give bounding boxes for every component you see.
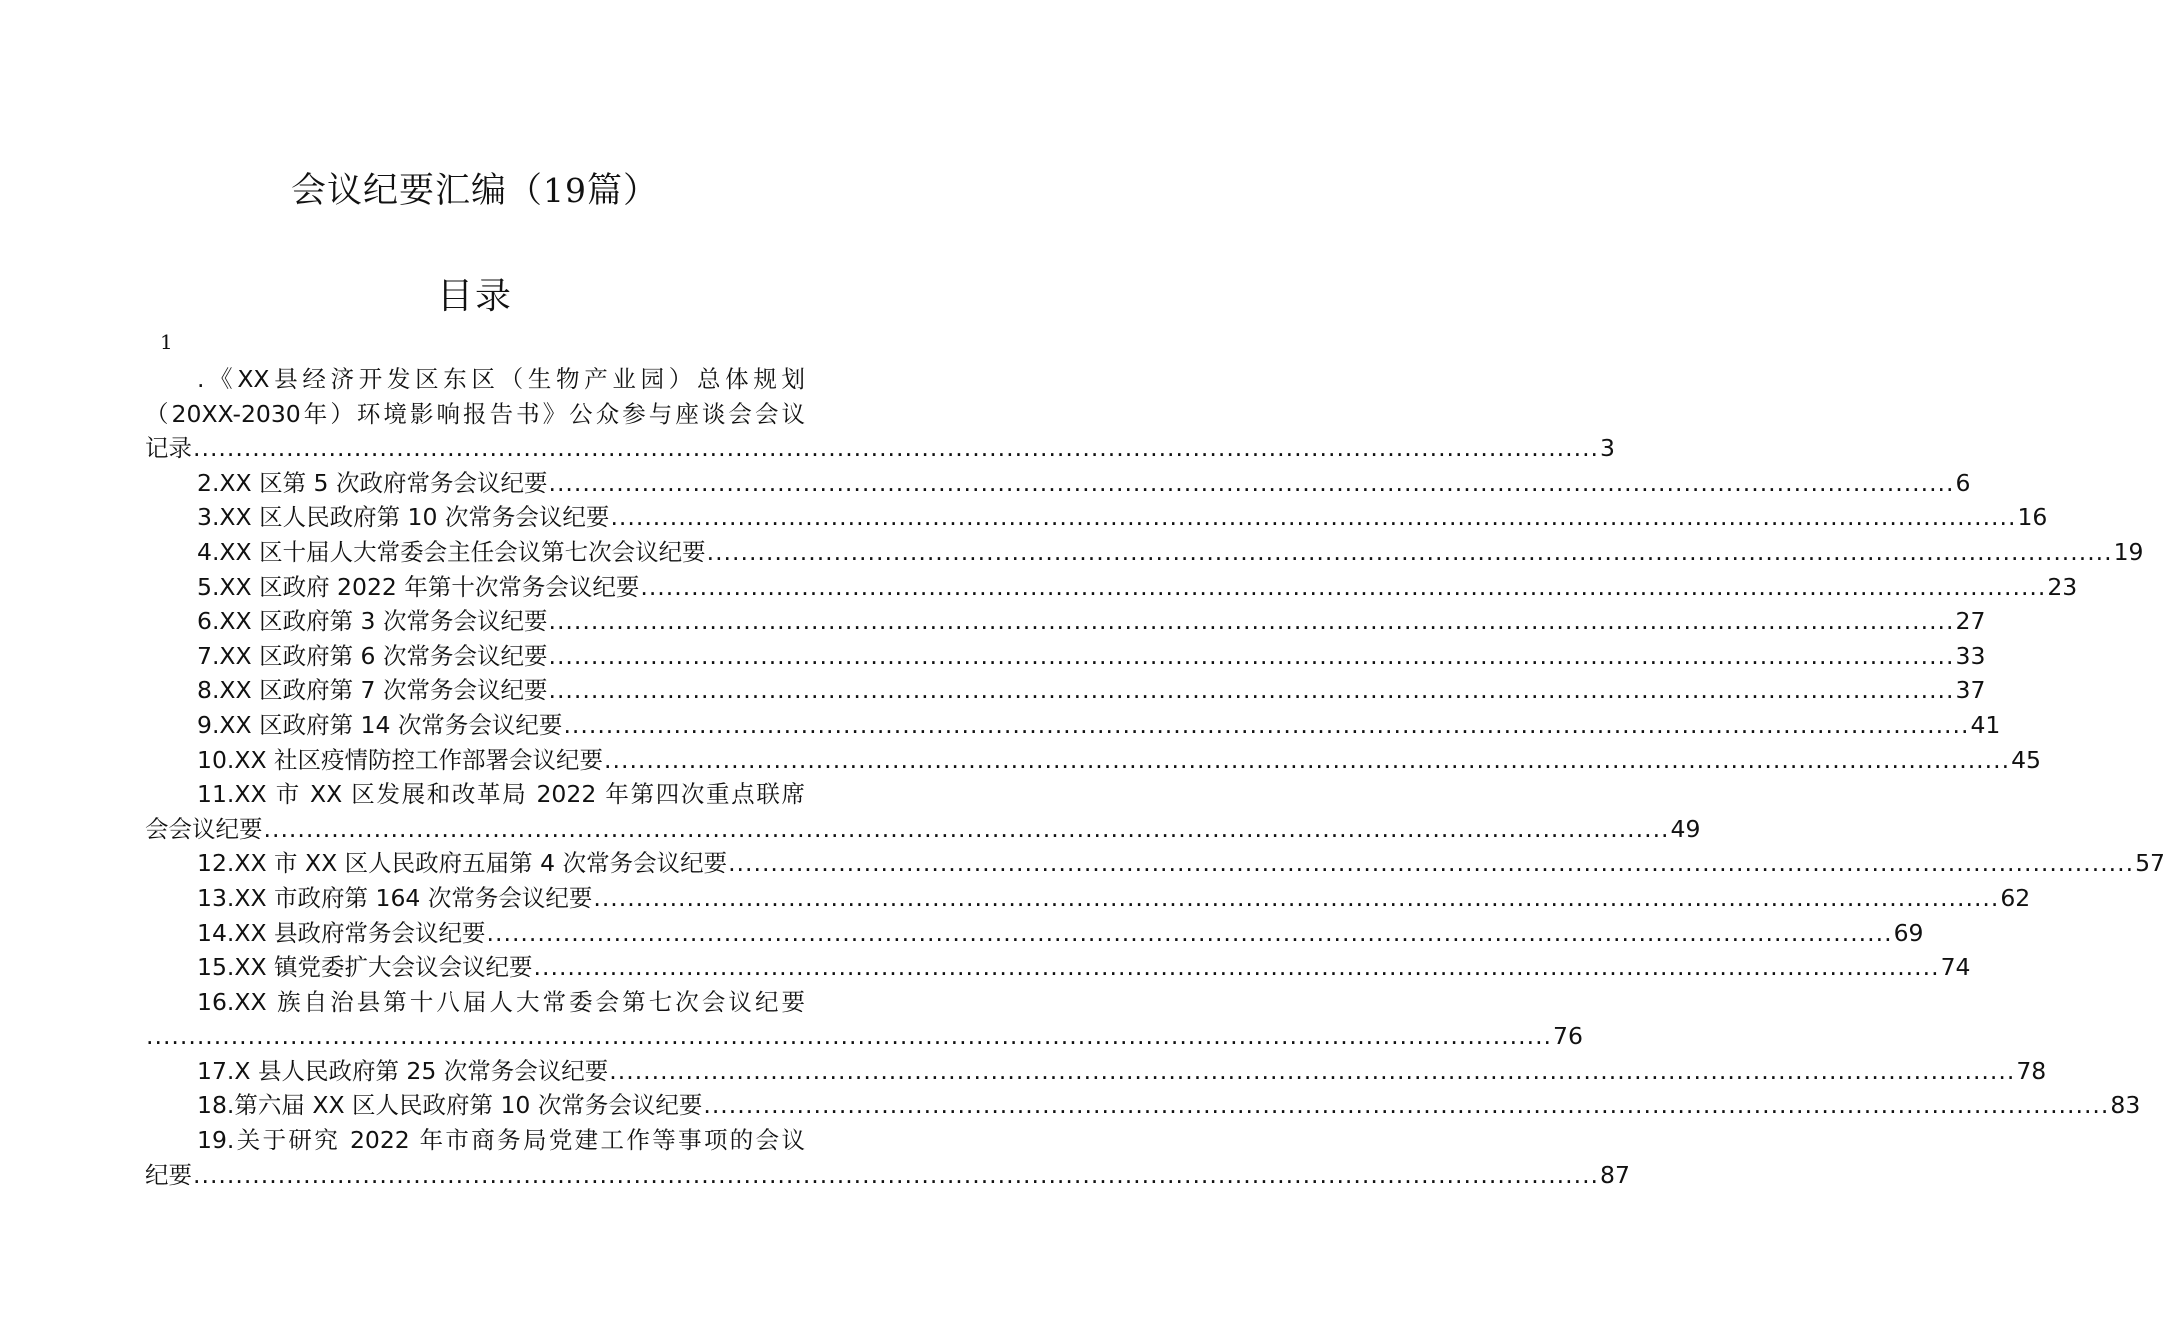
title-prefix: 会议纪要汇编（	[290, 171, 543, 211]
toc-page-number: 37	[1955, 676, 1986, 705]
toc-entry[interactable]	[145, 1123, 1630, 1192]
toc-entry-last-line	[145, 881, 2031, 916]
dot-leader: ......................................................................................................................................................................	[610, 503, 2017, 532]
toc-entry[interactable]	[145, 570, 2078, 605]
toc-entry[interactable]	[145, 500, 2048, 535]
toc-entry-label: 15.XX 镇党委扩大会议会议纪要	[197, 953, 533, 982]
toc-entry-last-line	[145, 500, 2048, 535]
toc-entry[interactable]	[145, 362, 1615, 466]
toc-entry-line: .《XX县经济开发区东区（生物产业园）总体规划	[197, 365, 805, 393]
toc-page-number: 41	[1970, 710, 2001, 739]
toc-entry[interactable]	[145, 743, 2041, 778]
toc-entry-last-line	[145, 673, 1986, 708]
toc-entry[interactable]	[145, 985, 1583, 1054]
toc-entry-last-line	[145, 846, 2165, 881]
toc-entry-last-line	[145, 466, 1971, 501]
toc-entry-last-line	[145, 1054, 2047, 1089]
dot-leader: ......................................................................................................................................................................	[593, 883, 2000, 912]
dot-leader: ......................................................................................................................................................................	[548, 676, 1955, 705]
title-suffix: 篇）	[587, 171, 660, 211]
dot-leader: ......................................................................................................................................................................	[263, 814, 1670, 843]
toc-entry[interactable]	[145, 535, 2144, 570]
dot-leader: ......................................................................................................................................................................	[193, 1160, 1600, 1189]
dot-leader: ......................................................................................................................................................................	[548, 468, 1955, 497]
toc-page-number: 69	[1893, 918, 1924, 947]
document-title	[0, 163, 950, 213]
toc-entry[interactable]	[145, 466, 1971, 501]
dot-leader: ......................................................................................................................................................................	[609, 1056, 2016, 1085]
toc-page-number: 3	[1600, 434, 1615, 463]
toc-entry[interactable]	[145, 1088, 2141, 1123]
toc-page-number: 83	[2110, 1091, 2141, 1120]
toc-entry-label: 18.第六届 XX 区人民政府第 10 次常务会议纪要	[197, 1091, 703, 1120]
toc-entry-label: 8.XX 区政府第 7 次常务会议纪要	[197, 676, 548, 705]
toc-entry-last-line	[145, 431, 1615, 466]
page-marker: 1	[160, 330, 173, 354]
dot-leader: ......................................................................................................................................................................	[563, 710, 1970, 739]
toc-entry-label: 6.XX 区政府第 3 次常务会议纪要	[197, 607, 548, 636]
dot-leader: ......................................................................................................................................................................	[706, 537, 2113, 566]
dot-leader: ......................................................................................................................................................................	[548, 607, 1955, 636]
toc-entry-last-line	[145, 570, 2078, 605]
toc-page-number: 49	[1670, 814, 1701, 843]
toc-page-number: 78	[2016, 1056, 2047, 1085]
toc-entry-last-line	[145, 604, 1986, 639]
toc-entry[interactable]	[145, 777, 1701, 846]
dot-leader: ......................................................................................................................................................................	[728, 849, 2135, 878]
toc-page-number: 6	[1955, 468, 1971, 497]
toc-entry-label: 12.XX 市 XX 区人民政府五届第 4 次常务会议纪要	[197, 849, 728, 878]
toc-entry-label: 9.XX 区政府第 14 次常务会议纪要	[197, 710, 563, 739]
toc-entry-line: 16.XX 族自治县第十八届人大常委会第七次会议纪要	[197, 987, 805, 1016]
toc-entry[interactable]	[145, 604, 1986, 639]
toc-page-number: 33	[1955, 641, 1986, 670]
toc-entry[interactable]	[145, 881, 2031, 916]
toc-entry-last-line	[145, 743, 2041, 778]
toc-entry-last-line	[145, 916, 1924, 951]
toc-entry[interactable]	[145, 916, 1924, 951]
toc-entry[interactable]	[145, 950, 1971, 985]
toc-page-number: 57	[2135, 849, 2165, 878]
toc-entry-last-line	[145, 1158, 1630, 1193]
toc-page-number: 45	[2011, 745, 2041, 774]
toc-page-number: 74	[1940, 953, 1971, 982]
toc-entry-line: 19.关于研究 2022 年市商务局党建工作等事项的会议	[197, 1126, 805, 1155]
toc-entry-label: 会会议纪要	[145, 814, 263, 843]
toc-entry-label: 5.XX 区政府 2022 年第十次常务会议纪要	[197, 572, 640, 601]
toc-entry-last-line	[145, 639, 1986, 674]
table-of-contents	[145, 362, 2165, 1192]
dot-leader: ......................................................................................................................................................................	[193, 434, 1600, 463]
toc-entry-label: 纪要	[145, 1160, 192, 1189]
toc-entry[interactable]	[145, 846, 2165, 881]
dot-leader: ......................................................................................................................................................................	[604, 745, 2011, 774]
toc-entry-line: 11.XX 市 XX 区发展和改革局 2022 年第四次重点联席	[197, 780, 805, 809]
toc-entry-last-line	[145, 1019, 1583, 1054]
toc-entry-last-line	[145, 812, 1701, 847]
toc-entry-last-line	[145, 950, 1971, 985]
toc-entry[interactable]	[145, 639, 1986, 674]
title-number: 19	[543, 171, 587, 210]
toc-entry-label: 3.XX 区人民政府第 10 次常务会议纪要	[197, 503, 610, 532]
toc-page-number: 27	[1955, 607, 1986, 636]
toc-page-number: 76	[1553, 1022, 1583, 1051]
dot-leader: ......................................................................................................................................................................	[486, 918, 1893, 947]
toc-page-number: 19	[2113, 537, 2144, 566]
toc-entry[interactable]	[145, 1054, 2047, 1089]
dot-leader: ......................................................................................................................................................................	[146, 1022, 1553, 1051]
toc-entry-label: 4.XX 区十届人大常委会主任会议第七次会议纪要	[197, 537, 706, 566]
toc-entry-last-line	[145, 1088, 2141, 1123]
toc-page-number: 62	[2000, 883, 2031, 912]
toc-page-number: 87	[1600, 1160, 1630, 1189]
dot-leader: ......................................................................................................................................................................	[703, 1091, 2110, 1120]
toc-entry-label: 2.XX 区第 5 次政府常务会议纪要	[197, 468, 548, 497]
toc-entry-label: 17.X 县人民政府第 25 次常务会议纪要	[197, 1056, 609, 1085]
toc-entry[interactable]	[145, 673, 1986, 708]
toc-entry[interactable]	[145, 708, 2001, 743]
toc-page-number: 23	[2047, 572, 2078, 601]
dot-leader: ......................................................................................................................................................................	[533, 953, 1940, 982]
toc-entry-label: 14.XX 县政府常务会议纪要	[197, 918, 486, 947]
toc-page-number: 16	[2017, 503, 2048, 532]
toc-entry-last-line	[145, 535, 2144, 570]
dot-leader: ......................................................................................................................................................................	[640, 572, 2047, 601]
dot-leader: ......................................................................................................................................................................	[548, 641, 1955, 670]
toc-entry-label: 记录	[145, 434, 192, 463]
toc-entry-line: （20XX-2030年）环境影响报告书》公众参与座谈会会议	[145, 399, 805, 428]
toc-entry-last-line	[145, 708, 2001, 743]
toc-heading: 目录	[436, 276, 513, 317]
toc-entry-label: 7.XX 区政府第 6 次常务会议纪要	[197, 641, 548, 670]
toc-entry-label: 10.XX 社区疫情防控工作部署会议纪要	[197, 745, 604, 774]
toc-entry-label: 13.XX 市政府第 164 次常务会议纪要	[197, 883, 593, 912]
